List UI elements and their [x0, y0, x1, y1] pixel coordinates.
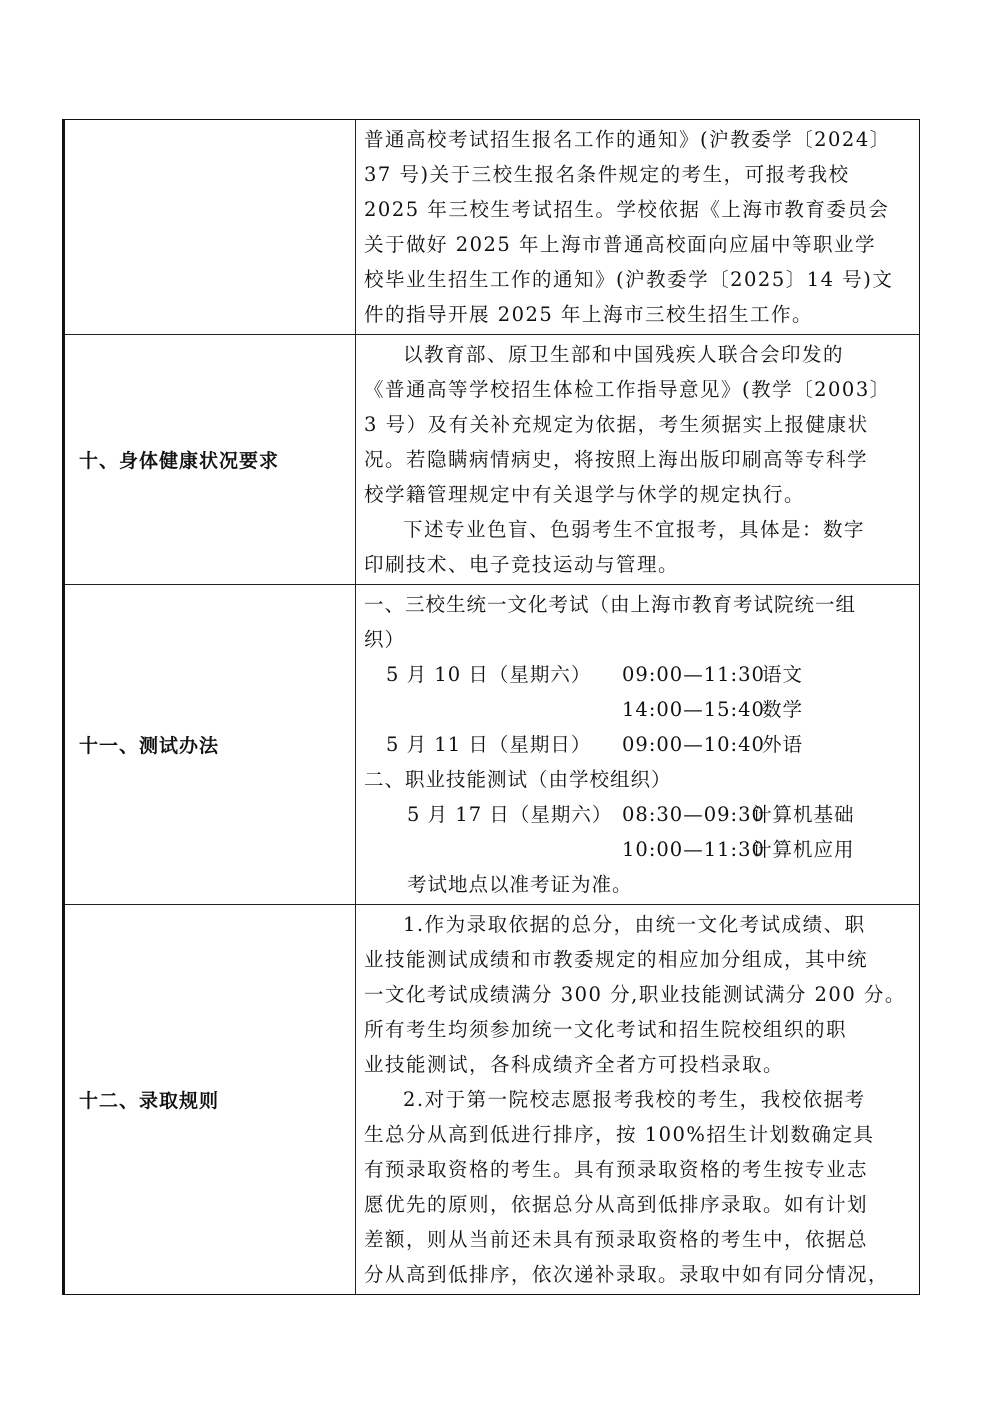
text-line: 以教育部、原卫生部和中国残疾人联合会印发的 — [403, 343, 845, 366]
exam-time: 14:00—15:40 — [622, 698, 765, 721]
text-line: 分从高到低排序，依次递补录取。录取中如有同分情况， — [364, 1263, 890, 1286]
skill-date: 5 月 17 日（星期六） — [407, 803, 613, 826]
row-label-cell — [64, 905, 356, 1295]
exam-time: 09:00—10:40 — [622, 733, 765, 756]
location-note: 考试地点以准考证为准。 — [407, 873, 633, 896]
text-line: 愿优先的原则，依据总分从高到低排序录取。如有计划 — [364, 1193, 869, 1216]
admission-rules-text — [356, 905, 919, 1294]
section-title: 二、职业技能测试（由学校组织） — [364, 768, 672, 791]
section-title: 一、三校生统一文化考试（由上海市教育考试院统一组 — [364, 593, 857, 616]
skill-schedule-row — [364, 797, 913, 832]
text-line: 校学籍管理规定中有关退学与休学的规定执行。 — [364, 483, 806, 506]
section-title-cont: 织） — [364, 628, 406, 651]
row-content-cell — [356, 335, 920, 585]
text-line: 2.对于第一院校志愿报考我校的考生，我校依据考 — [403, 1088, 866, 1111]
row-label-cell — [64, 585, 356, 905]
text-line: 一文化考试成绩满分 300 分,职业技能测试满分 200 分。 — [364, 983, 906, 1006]
text-line: 关于做好 2025 年上海市普通高校面向应届中等职业学 — [364, 233, 877, 256]
exam-subject: 数学 — [762, 698, 804, 721]
exam-schedule-row — [364, 657, 913, 692]
text-line: 有预录取资格的考生。具有预录取资格的考生按专业志 — [364, 1158, 869, 1181]
table-row — [64, 120, 920, 335]
registration-basis-text — [356, 120, 919, 334]
text-line: 普通高校考试招生报名工作的通知》(沪教委学〔2024〕 — [364, 128, 891, 151]
health-requirements-label: 十、身体健康状况要求 — [79, 450, 280, 472]
exam-subject: 语文 — [762, 663, 804, 686]
text-line: 下述专业色盲、色弱考生不宜报考，具体是：数字 — [403, 518, 866, 541]
text-line: 37 号)关于三校生报名条件规定的考生，可报考我校 — [364, 163, 850, 186]
row-content-cell — [356, 585, 920, 905]
text-line: 差额，则从当前还未具有预录取资格的考生中，依据总 — [364, 1228, 869, 1251]
table-row — [64, 905, 920, 1295]
text-line: 业技能测试成绩和市教委规定的相应加分组成，其中统 — [364, 948, 869, 971]
text-line: 所有考生均须参加统一文化考试和招生院校组织的职 — [364, 1018, 848, 1041]
skill-subject: 计算机应用 — [752, 838, 855, 861]
table-row — [64, 585, 920, 905]
skill-time: 08:30—09:30 — [622, 803, 765, 826]
text-line: 2025 年三校生考试招生。学校依据《上海市教育委员会 — [364, 198, 890, 221]
row-label-cell — [64, 120, 356, 335]
text-line: 件的指导开展 2025 年上海市三校生招生工作。 — [364, 303, 814, 326]
exam-subject: 外语 — [762, 733, 804, 756]
skill-schedule-row — [364, 832, 913, 867]
test-methods-label: 十一、测试办法 — [79, 735, 220, 757]
skill-time: 10:00—11:30 — [622, 838, 765, 861]
exam-schedule-row — [364, 692, 913, 727]
row-content-cell — [356, 905, 920, 1295]
exam-date: 5 月 10 日（星期六） — [386, 663, 592, 686]
text-line: 生总分从高到低进行排序，按 100%招生计划数确定具 — [364, 1123, 875, 1146]
exam-date: 5 月 11 日（星期日） — [386, 733, 592, 756]
text-line: 况。若隐瞒病情病史，将按照上海出版印刷高等专科学 — [364, 448, 869, 471]
row-content-cell — [356, 120, 920, 335]
exam-time: 09:00—11:30 — [622, 663, 765, 686]
test-methods-text — [356, 585, 919, 904]
text-line: 印刷技术、电子竞技运动与管理。 — [364, 553, 680, 576]
admission-rules-label: 十二、录取规则 — [79, 1090, 220, 1112]
text-line: 1.作为录取依据的总分，由统一文化考试成绩、职 — [403, 913, 866, 936]
health-requirements-text — [356, 335, 919, 584]
exam-schedule-row — [364, 727, 913, 762]
text-line: 校毕业生招生工作的通知》(沪教委学〔2025〕14 号)文 — [364, 268, 894, 291]
text-line: 3 号）及有关补充规定为依据，考生须据实上报健康状 — [364, 413, 869, 436]
table-row — [64, 335, 920, 585]
text-line: 《普通高等学校招生体检工作指导意见》(教学〔2003〕 — [364, 378, 891, 401]
text-line: 业技能测试，各科成绩齐全者方可投档录取。 — [364, 1053, 785, 1076]
row-label-cell — [64, 335, 356, 585]
admission-table — [62, 119, 920, 1295]
skill-subject: 计算机基础 — [752, 803, 855, 826]
